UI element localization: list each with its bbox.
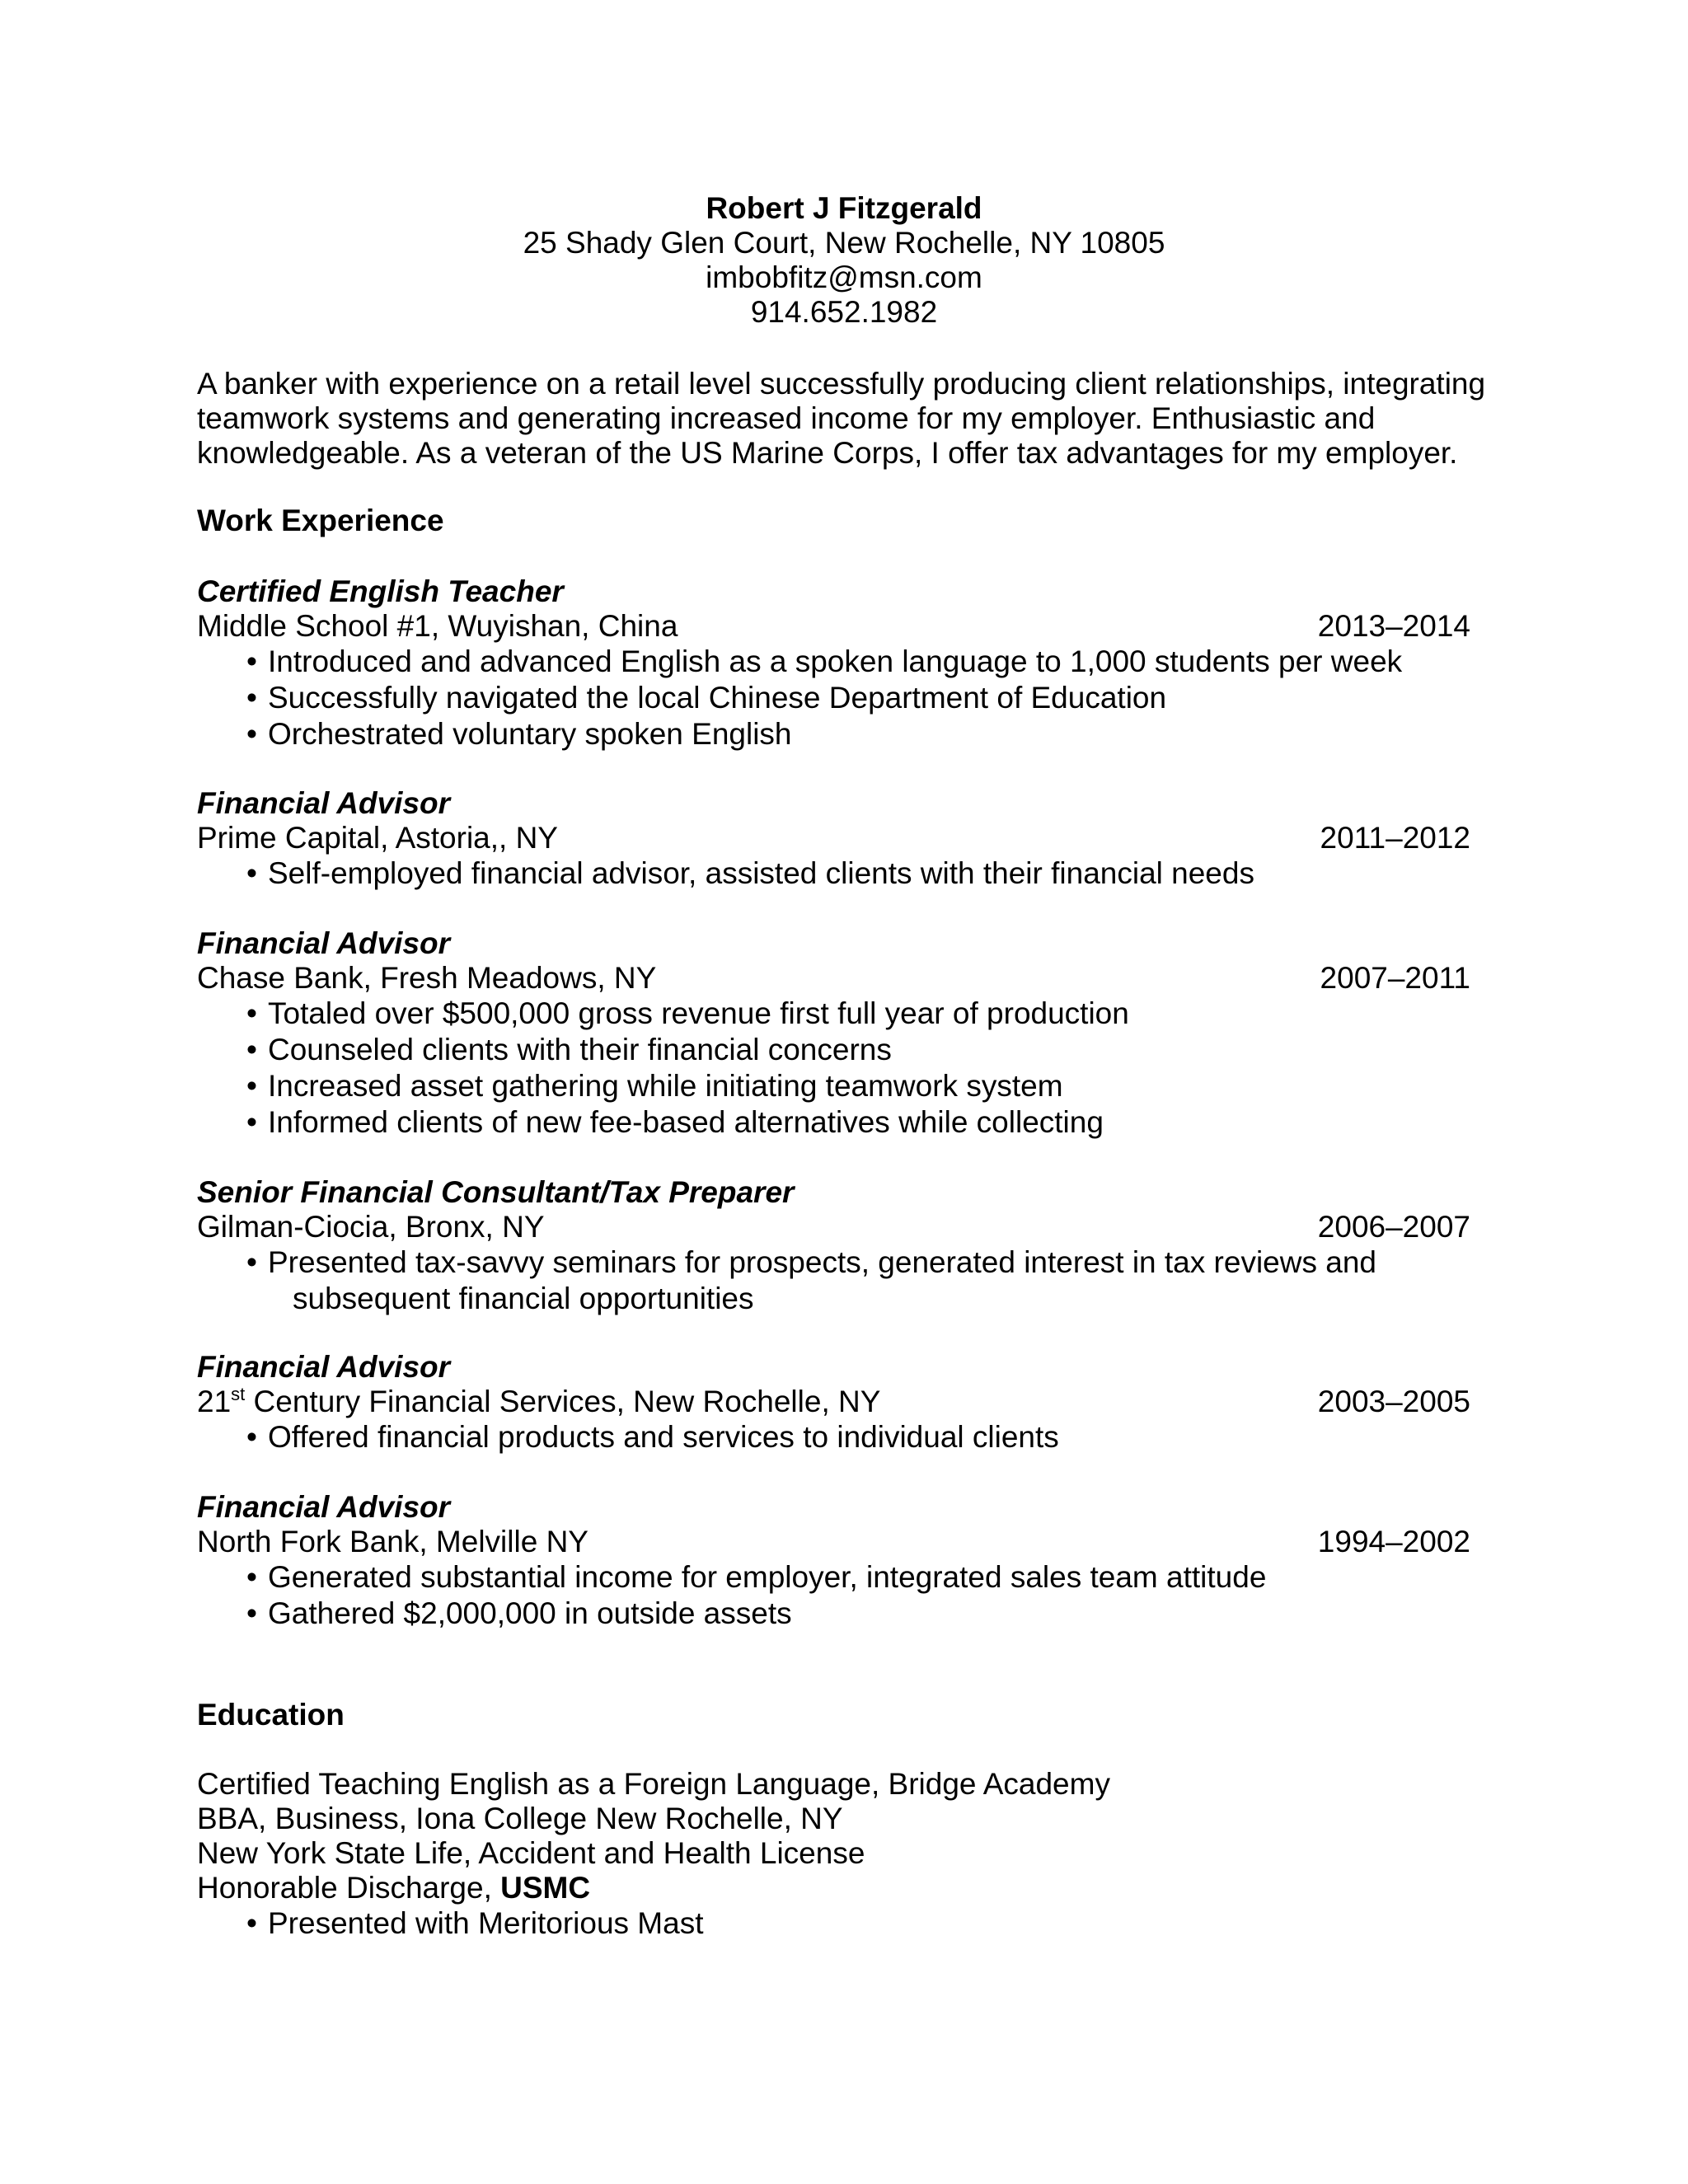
job-bullet bbox=[243, 644, 1470, 680]
candidate-phone: 914.652.1982 bbox=[750, 295, 938, 329]
job-dates: 1994–2002 bbox=[1317, 1525, 1470, 1558]
job-title: Financial Advisor bbox=[197, 1490, 451, 1524]
resume-header bbox=[0, 191, 1688, 330]
bullet-icon: • bbox=[246, 1033, 257, 1066]
job-employer-number: 21 bbox=[197, 1385, 232, 1418]
discharge-branch: USMC bbox=[500, 1871, 591, 1905]
education-bullet-text: Presented with Meritorious Mast bbox=[268, 1906, 704, 1940]
education-bullets bbox=[197, 1905, 1110, 1942]
education-item: Certified Teaching English as a Foreign Language, Bridge Academy bbox=[197, 1767, 1110, 1801]
candidate-email: imbobfitz@msn.com bbox=[706, 260, 982, 294]
summary-line: knowledgeable. As a veteran of the US Marine Corps, I offer tax advantages for my employer. bbox=[197, 436, 1458, 470]
education-list bbox=[197, 1767, 1110, 1942]
job-employer: Prime Capital, Astoria,, NY bbox=[197, 821, 558, 855]
job-dates: 2003–2005 bbox=[1317, 1385, 1470, 1418]
job-employer-row bbox=[197, 1385, 1470, 1419]
job-bullet bbox=[243, 716, 1470, 752]
job-bullet bbox=[243, 680, 1470, 716]
job-bullet bbox=[243, 1068, 1470, 1104]
summary-line: teamwork systems and generating increased income for my employer. Enthusiastic and bbox=[197, 401, 1376, 435]
job-bullet-text: Increased asset gathering while initiating teamwork system bbox=[268, 1069, 1063, 1103]
job-bullet bbox=[243, 1419, 1470, 1455]
job-entry bbox=[197, 574, 1470, 752]
bullet-icon: • bbox=[246, 1105, 257, 1139]
job-bullets bbox=[197, 1419, 1470, 1455]
bullet-icon: • bbox=[246, 1069, 257, 1103]
bullet-icon: • bbox=[246, 1596, 257, 1630]
job-employer: Gilman-Ciocia, Bronx, NY bbox=[197, 1210, 545, 1244]
job-bullet-text: subsequent financial opportunities bbox=[293, 1282, 754, 1315]
job-employer-row bbox=[197, 961, 1470, 996]
job-entry bbox=[197, 926, 1470, 1141]
job-employer: Chase Bank, Fresh Meadows, NY bbox=[197, 961, 657, 995]
job-bullets bbox=[197, 1244, 1470, 1317]
bullet-icon: • bbox=[246, 644, 257, 678]
job-title: Financial Advisor bbox=[197, 1350, 451, 1384]
bullet-icon: • bbox=[246, 1245, 257, 1279]
candidate-address: 25 Shady Glen Court, New Rochelle, NY 10805 bbox=[523, 226, 1165, 260]
job-title: Financial Advisor bbox=[197, 926, 451, 960]
job-bullet-text: Successfully navigated the local Chinese Department of Education bbox=[268, 681, 1167, 715]
bullet-icon: • bbox=[246, 717, 257, 751]
bullet-icon: • bbox=[246, 681, 257, 715]
job-employer-row bbox=[197, 1210, 1470, 1244]
job-title: Certified English Teacher bbox=[197, 574, 564, 608]
job-dates: 2006–2007 bbox=[1317, 1210, 1470, 1244]
job-entry bbox=[197, 786, 1470, 892]
job-bullet-text: Offered financial products and services to individual clients bbox=[268, 1420, 1059, 1454]
job-bullet-text: Generated substantial income for employer, integrated sales team attitude bbox=[268, 1560, 1267, 1594]
job-bullet-text: Counseled clients with their financial concerns bbox=[268, 1033, 892, 1066]
job-bullets bbox=[197, 1559, 1470, 1632]
job-bullets bbox=[197, 644, 1470, 752]
job-bullet-text: Gathered $2,000,000 in outside assets bbox=[268, 1596, 792, 1630]
job-employer: Middle School #1, Wuyishan, China bbox=[197, 609, 678, 643]
education-heading: Education bbox=[197, 1698, 345, 1732]
bullet-icon: • bbox=[246, 856, 257, 890]
job-employer-row bbox=[197, 1525, 1470, 1559]
education-item: BBA, Business, Iona College New Rochelle, NY bbox=[197, 1802, 843, 1835]
job-employer-name: Century Financial Services, New Rochelle, NY bbox=[245, 1385, 881, 1418]
bullet-icon: • bbox=[246, 1560, 257, 1594]
job-bullets bbox=[197, 996, 1470, 1141]
job-bullets bbox=[197, 855, 1470, 892]
job-dates: 2013–2014 bbox=[1317, 609, 1470, 643]
job-dates: 2007–2011 bbox=[1320, 961, 1470, 995]
candidate-name: Robert J Fitzgerald bbox=[706, 191, 982, 225]
job-entry bbox=[197, 1490, 1470, 1632]
job-entry bbox=[197, 1175, 1470, 1317]
job-bullet bbox=[243, 1559, 1470, 1596]
job-bullet-text: Introduced and advanced English as a spoken language to 1,000 students per week bbox=[268, 644, 1403, 678]
education-item: New York State Life, Accident and Health License bbox=[197, 1836, 865, 1870]
job-employer-ordinal: st bbox=[231, 1384, 246, 1404]
summary-paragraph bbox=[197, 367, 1516, 471]
bullet-icon: • bbox=[246, 1420, 257, 1454]
bullet-icon: • bbox=[246, 1906, 257, 1940]
job-entry bbox=[197, 1350, 1470, 1455]
job-title: Senior Financial Consultant/Tax Preparer bbox=[197, 1175, 795, 1209]
job-bullet-continuation bbox=[243, 1281, 1470, 1317]
job-title: Financial Advisor bbox=[197, 786, 451, 820]
job-dates: 2011–2012 bbox=[1320, 821, 1470, 855]
work-experience-heading: Work Experience bbox=[197, 504, 444, 537]
job-bullet-text: Informed clients of new fee-based alternatives while collecting bbox=[268, 1105, 1104, 1139]
job-bullet bbox=[243, 855, 1470, 892]
job-bullet bbox=[243, 1596, 1470, 1632]
job-employer-row bbox=[197, 821, 1470, 855]
job-bullet bbox=[243, 1244, 1470, 1281]
job-bullet-text: Presented tax-savvy seminars for prospects, generated interest in tax reviews and bbox=[268, 1245, 1376, 1279]
job-bullet-text: Totaled over $500,000 gross revenue first full year of production bbox=[268, 996, 1129, 1030]
education-item-discharge bbox=[197, 1871, 1110, 1905]
job-employer-row bbox=[197, 609, 1470, 644]
bullet-icon: • bbox=[246, 996, 257, 1030]
job-bullet bbox=[243, 1032, 1470, 1068]
job-employer bbox=[197, 1385, 880, 1418]
discharge-text: Honorable Discharge, bbox=[197, 1871, 501, 1905]
job-bullet-text: Orchestrated voluntary spoken English bbox=[268, 717, 792, 751]
job-bullet bbox=[243, 996, 1470, 1032]
summary-line: A banker with experience on a retail level successfully producing client relationships, integrating bbox=[197, 367, 1486, 401]
education-bullet bbox=[243, 1905, 1110, 1942]
job-bullet-text: Self-employed financial advisor, assisted clients with their financial needs bbox=[268, 856, 1254, 890]
job-employer: North Fork Bank, Melville NY bbox=[197, 1525, 588, 1558]
job-bullet bbox=[243, 1104, 1470, 1141]
